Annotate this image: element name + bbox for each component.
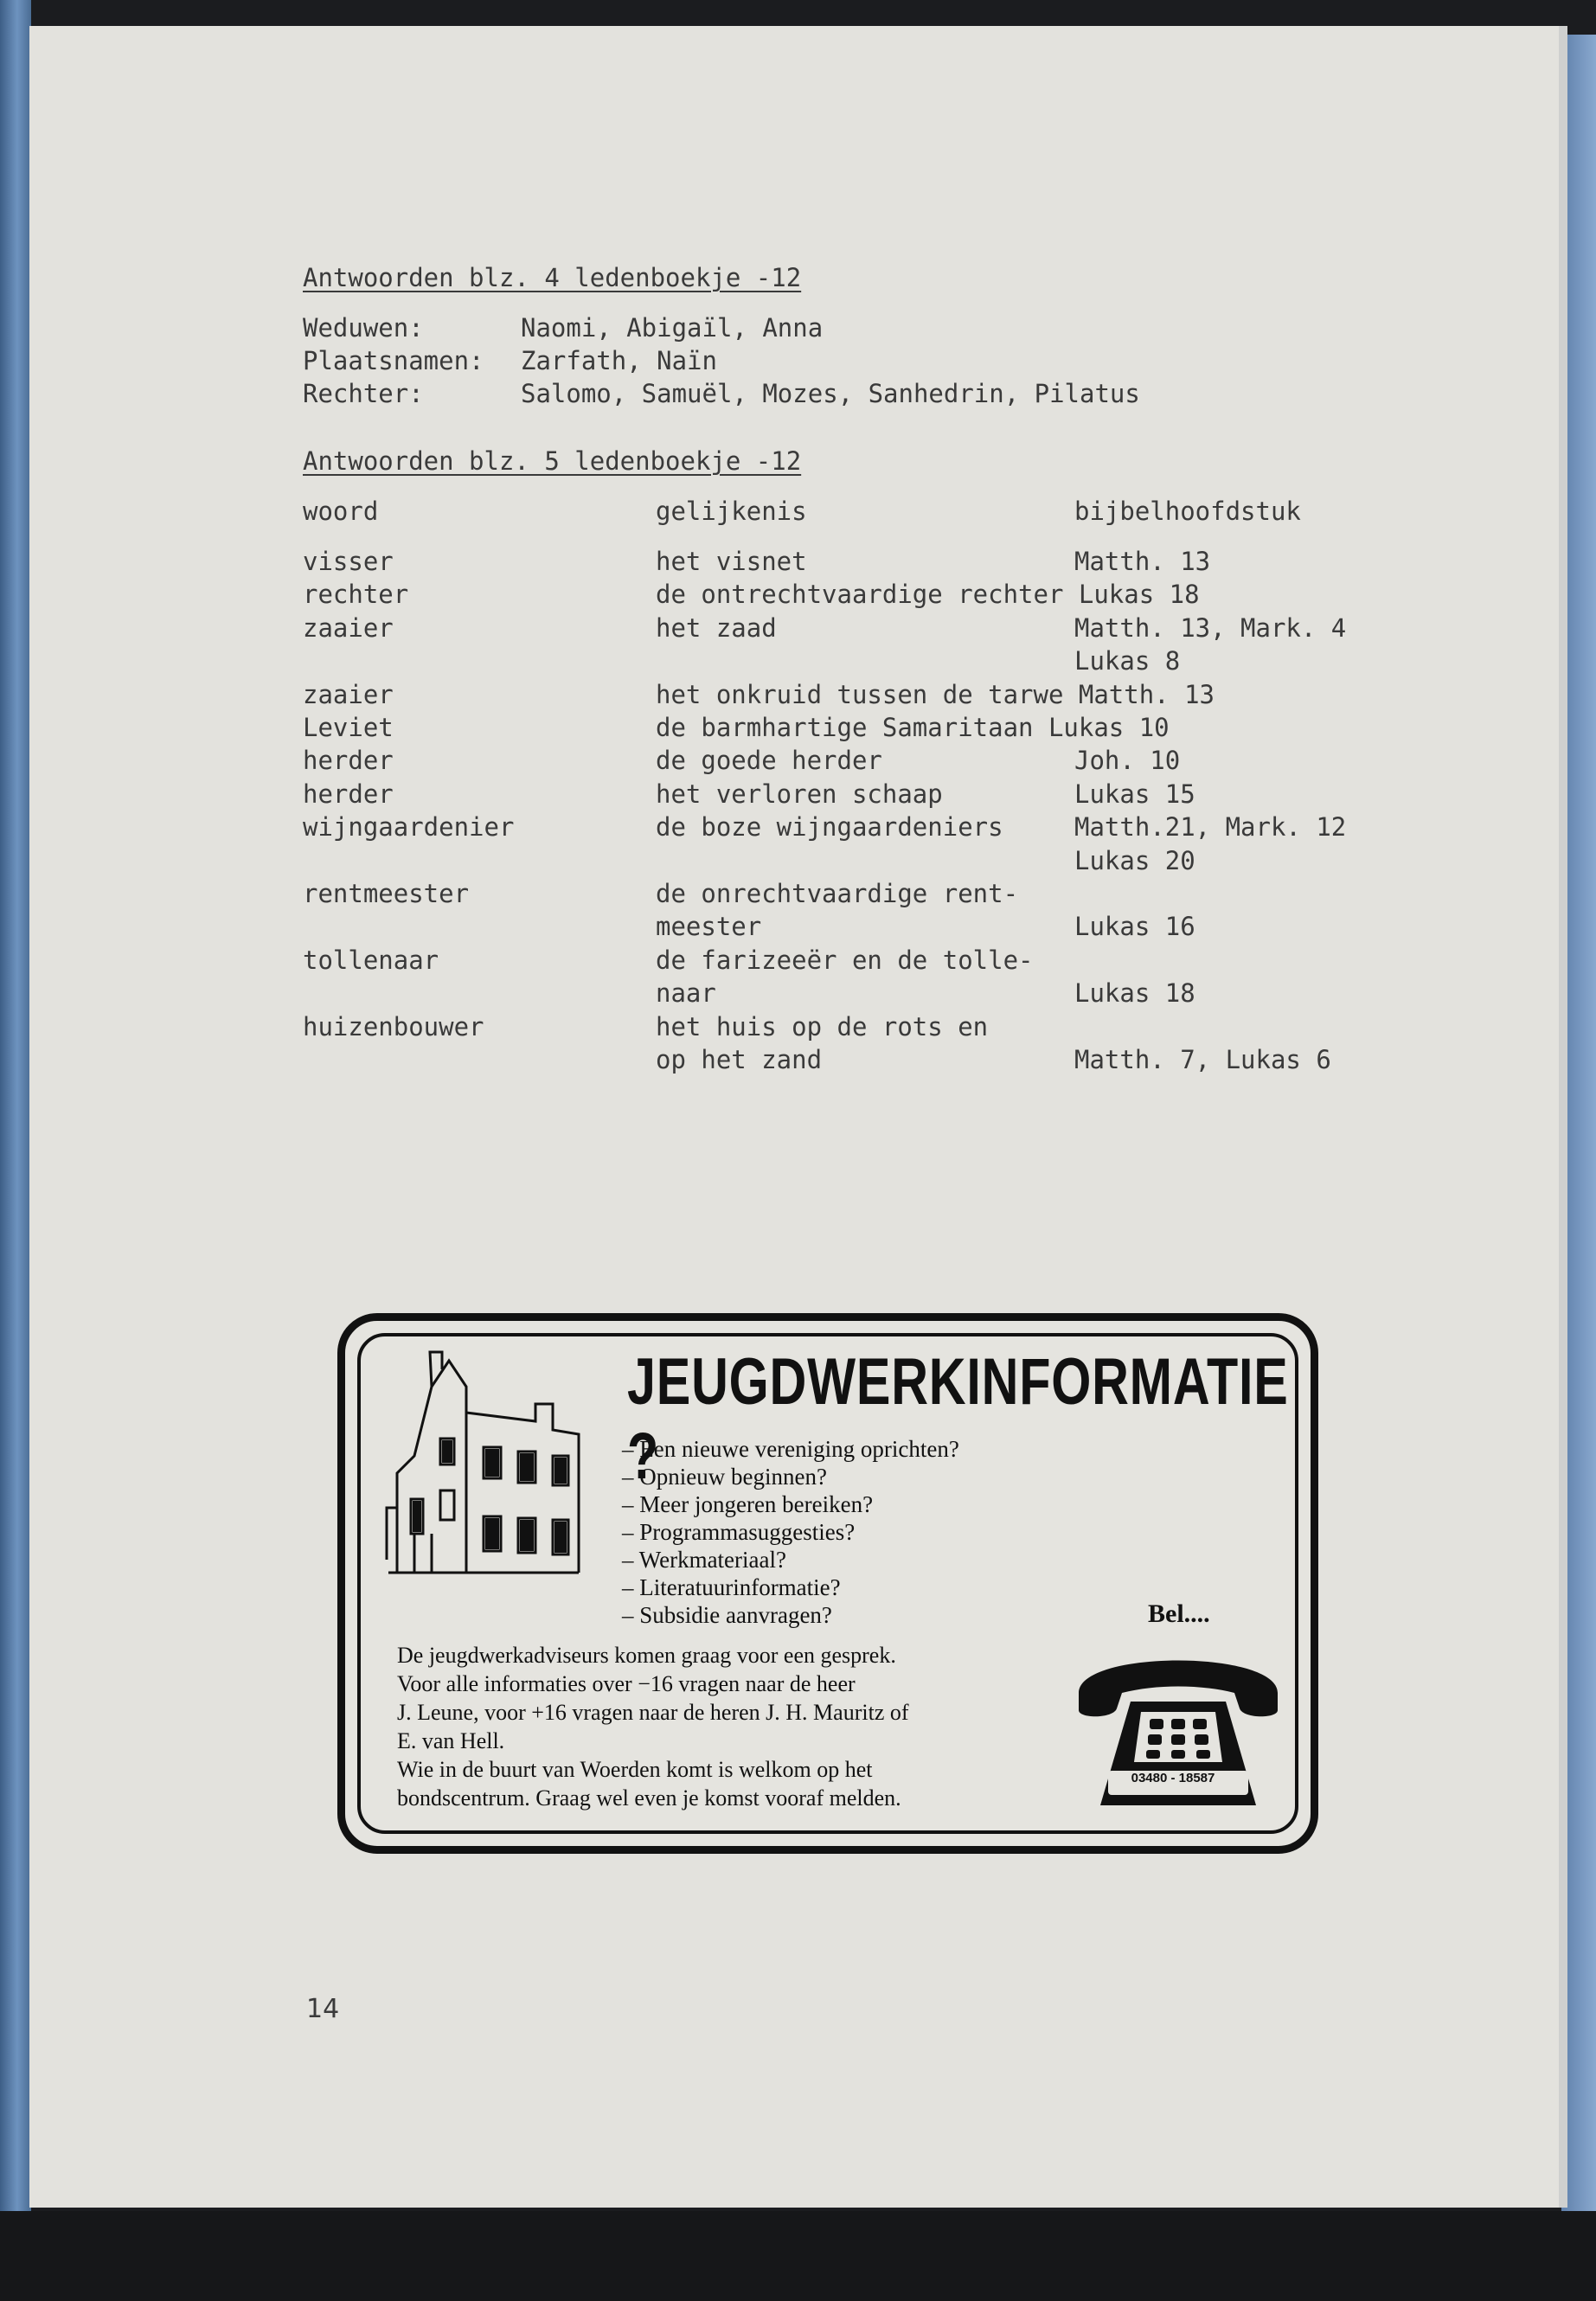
table-cell: het zaad [656,613,777,643]
list-item: – Opnieuw beginnen? [622,1463,959,1490]
table-cell: zaaier [303,613,394,643]
list-item: – Programmasuggesties? [622,1518,959,1546]
table-cell: Matth. 13, Mark. 4 [1074,613,1347,643]
table-cell: herder [303,746,394,775]
advertisement-box [337,1313,1318,1854]
table-cell: rentmeester [303,879,470,908]
ad-text-line: J. Leune, voor +16 vragen naar de heren J. H. Mauritz of [397,1700,909,1725]
table-cell: op het zand [656,1045,823,1074]
phone-number-label: 03480 - 18587 [1131,1771,1215,1785]
table-cell: Leviet [303,713,394,742]
table-cell: Matth. 13 [1074,547,1211,576]
table-cell: de goede herder [656,746,882,775]
table-cell: tollenaar [303,945,439,975]
house-illustration [380,1335,587,1586]
ad-bel-label: Bel.... [1148,1599,1210,1628]
section1-value: Zarfath, Naïn [521,346,717,375]
table-cell: Lukas 15 [1074,779,1195,809]
ad-text-line: Voor alle informaties over −16 vragen naar de heer [397,1671,856,1696]
list-item: – Werkmateriaal? [622,1546,959,1574]
table-cell: wijngaardenier [303,812,515,842]
list-item: – Een nieuwe vereniging oprichten? [622,1435,959,1463]
table-cell: Lukas 20 [1074,846,1195,875]
book-binding [0,0,31,2214]
table-cell: Lukas 18 [1074,978,1195,1008]
table-cell: het verloren schaap [656,779,943,809]
table-cell: Lukas 8 [1074,646,1181,676]
table-cell: Matth.21, Mark. 12 [1074,812,1347,842]
column-header-woord: woord [303,497,379,526]
ad-question-list [622,1435,959,1629]
column-header-gelijkenis: gelijkenis [656,497,807,526]
table-cell: de ontrechtvaardige rechter Lukas 18 [656,580,1200,609]
table-cell: Joh. 10 [1074,746,1181,775]
ad-title: JEUGDWERKINFORMATIE ? [627,1345,1289,1493]
table-cell: zaaier [303,680,394,709]
table-cell: herder [303,779,394,809]
section1-value: Salomo, Samuël, Mozes, Sanhedrin, Pilatus [521,379,1140,408]
list-item: – Meer jongeren bereiken? [622,1490,959,1518]
ad-text-line: E. van Hell. [397,1728,505,1753]
section2-heading: Antwoorden blz. 5 ledenboekje -12 [303,446,802,476]
table-cell: het huis op de rots en [656,1012,989,1042]
list-item: – Subsidie aanvragen? [622,1601,959,1629]
table-cell: de farizeeër en de tolle- [656,945,1034,975]
ad-text-line: bondscentrum. Graag wel even je komst vooraf melden. [397,1785,901,1811]
ad-text-line: De jeugdwerkadviseurs komen graag voor een gesprek. [397,1643,896,1668]
column-header-bijbelhoofdstuk: bijbelhoofdstuk [1074,497,1301,526]
page [29,26,1567,2208]
section1-value: Naomi, Abigaïl, Anna [521,313,824,343]
table-cell: de barmhartige Samaritaan Lukas 10 [656,713,1170,742]
section1-heading: Antwoorden blz. 4 ledenboekje -12 [303,263,802,292]
table-cell: het visnet [656,547,807,576]
table-cell: meester [656,912,762,941]
page-number: 14 [306,1994,340,2024]
table-cell: rechter [303,580,409,609]
table-cell: visser [303,547,394,576]
background-band [0,2211,1596,2301]
section1-label: Rechter: [303,379,424,408]
ad-text-line: Wie in de buurt van Woerden komt is welkom op het [397,1757,873,1782]
list-item: – Literatuurinformatie? [622,1574,959,1601]
section1-label: Weduwen: [303,313,424,343]
table-cell: de boze wijngaardeniers [656,812,1003,842]
table-cell: Lukas 16 [1074,912,1195,941]
table-cell: Matth. 7, Lukas 6 [1074,1045,1331,1074]
table-cell: huizenbouwer [303,1012,484,1042]
section1-label: Plaatsnamen: [303,346,484,375]
table-cell: het onkruid tussen de tarwe Matth. 13 [656,680,1215,709]
ad-body-text [397,1641,1080,1812]
table-cell: de onrechtvaardige rent- [656,879,1019,908]
table-cell: naar [656,978,716,1008]
